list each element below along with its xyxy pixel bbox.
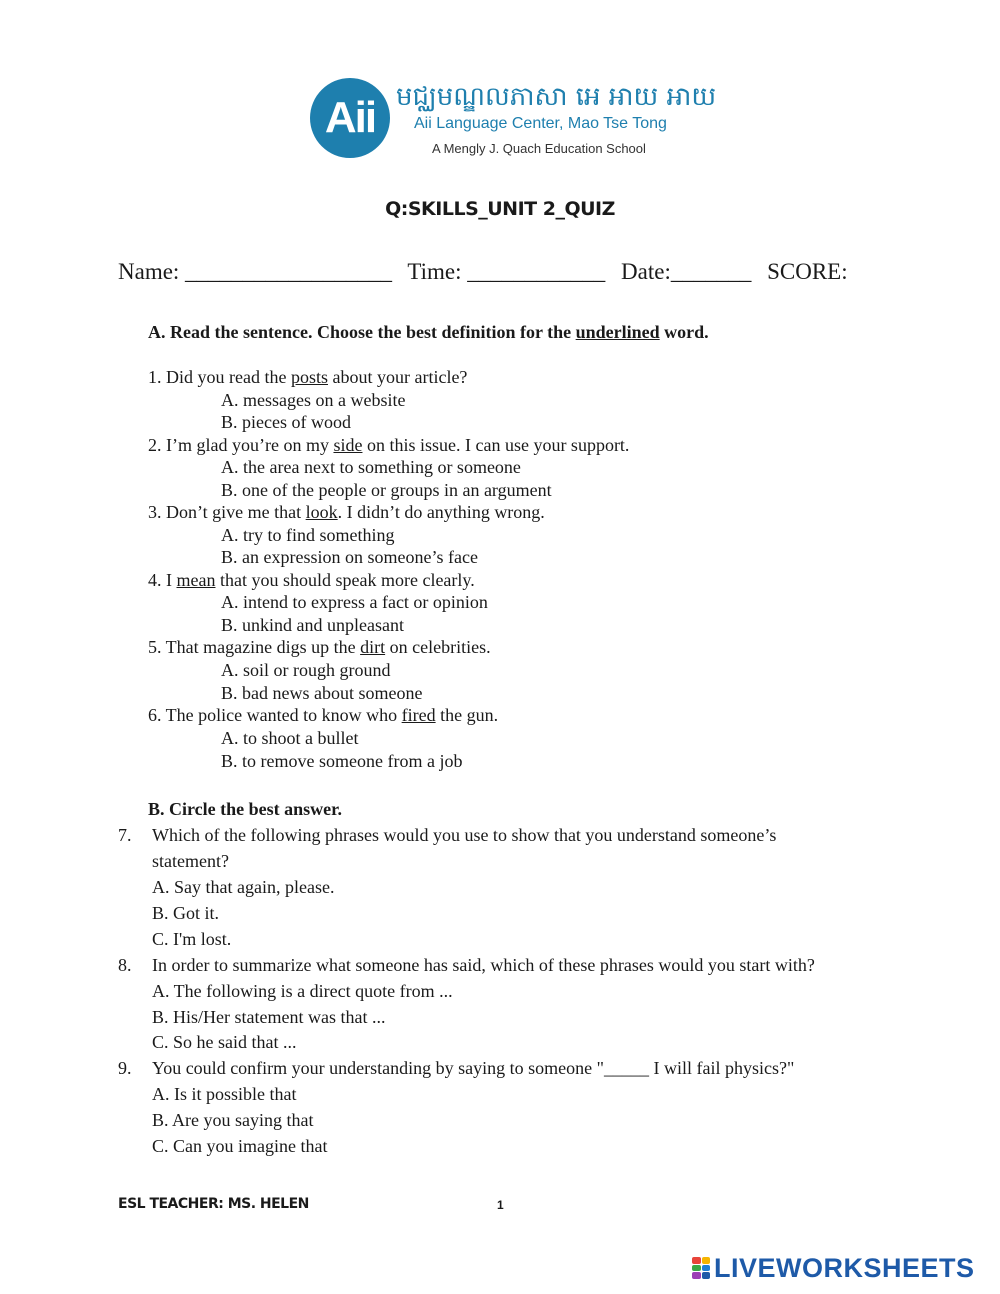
question-7-cont: statement? <box>152 851 229 871</box>
liveworksheets-logo[interactable] <box>692 1253 975 1283</box>
logo-mark: Aii <box>310 78 390 158</box>
q2-option-b[interactable]: B. one of the people or groups in an argument <box>221 480 552 500</box>
question-7: Which of the following phrases would you use to show that you understand someone’s <box>152 825 777 845</box>
question-2: 2. I’m glad you’re on my side on this issue. I can use your support. <box>148 435 630 455</box>
page-number: 1 <box>497 1198 504 1212</box>
q8-option-c[interactable]: C. So he said that ... <box>152 1032 297 1052</box>
q3-option-b[interactable]: B. an expression on someone’s face <box>221 547 478 567</box>
q9-option-a[interactable]: A. Is it possible that <box>152 1084 297 1104</box>
question-4: 4. I mean that you should speak more clearly. <box>148 570 475 590</box>
name-field[interactable]: Name: __________________ <box>118 259 393 284</box>
q7-number: 7. <box>118 825 132 845</box>
logo-school-name: Aii Language Center, Mao Tse Tong <box>414 115 667 132</box>
question-5: 5. That magazine digs up the dirt on celebrities. <box>148 637 491 657</box>
q9-number: 9. <box>118 1058 132 1078</box>
liveworksheets-text: LIVEWORKSHEETS <box>714 1252 975 1283</box>
student-fields <box>118 259 858 285</box>
time-field[interactable]: Time: ____________ <box>407 259 606 284</box>
question-1: 1. Did you read the posts about your article? <box>148 367 468 387</box>
underlined-word: side <box>333 435 363 455</box>
q8-number: 8. <box>118 955 132 975</box>
question-6: 6. The police wanted to know who fired the gun. <box>148 705 499 725</box>
q5-option-b[interactable]: B. bad news about someone <box>221 683 423 703</box>
q9-option-b[interactable]: B. Are you saying that <box>152 1110 314 1130</box>
underlined-word: posts <box>290 367 328 387</box>
section-a-heading: A. Read the sentence. Choose the best definition for the underlined word. <box>148 322 709 342</box>
q9-option-c[interactable]: C. Can you imagine that <box>152 1136 328 1156</box>
underlined-word: fired <box>401 705 436 725</box>
q2-option-a[interactable]: A. the area next to something or someone <box>221 457 521 477</box>
underlined-word: dirt <box>360 637 386 657</box>
question-3: 3. Don’t give me that look. I didn’t do anything wrong. <box>148 502 545 522</box>
score-field: SCORE: <box>767 259 848 284</box>
logo-tagline: A Mengly J. Quach Education School <box>432 141 646 156</box>
liveworksheets-icon <box>692 1257 710 1279</box>
question-8: In order to summarize what someone has said, which of these phrases would you start with? <box>152 955 815 975</box>
underlined-word: mean <box>176 570 216 590</box>
q1-option-b[interactable]: B. pieces of wood <box>221 412 351 432</box>
date-field[interactable]: Date:_______ <box>621 259 752 284</box>
q6-option-a[interactable]: A. to shoot a bullet <box>221 728 359 748</box>
q6-option-b[interactable]: B. to remove someone from a job <box>221 751 463 771</box>
q5-option-a[interactable]: A. soil or rough ground <box>221 660 391 680</box>
q1-option-a[interactable]: A. messages on a website <box>221 390 406 410</box>
q8-option-b[interactable]: B. His/Her statement was that ... <box>152 1007 386 1027</box>
q7-option-b[interactable]: B. Got it. <box>152 903 220 923</box>
school-logo <box>310 78 717 160</box>
question-9: You could confirm your understanding by saying to someone "_____ I will fail physics?" <box>152 1058 795 1078</box>
section-b-heading: B. Circle the best answer. <box>148 799 342 819</box>
q7-option-a[interactable]: A. Say that again, please. <box>152 877 335 897</box>
underlined-word: look <box>305 502 338 522</box>
logo-khmer-name: មជ្ឈមណ្ឌលភាសា អេ អាយ អាយ <box>396 82 717 112</box>
quiz-title: Q:SKILLS_UNIT 2_QUIZ <box>385 198 615 220</box>
q3-option-a[interactable]: A. try to find something <box>221 525 395 545</box>
q7-option-c[interactable]: C. I'm lost. <box>152 929 232 949</box>
teacher-name: ESL TEACHER: MS. HELEN <box>118 1196 309 1212</box>
q4-option-b[interactable]: B. unkind and unpleasant <box>221 615 404 635</box>
q8-option-a[interactable]: A. The following is a direct quote from ... <box>152 981 453 1001</box>
q4-option-a[interactable]: A. intend to express a fact or opinion <box>221 592 488 612</box>
